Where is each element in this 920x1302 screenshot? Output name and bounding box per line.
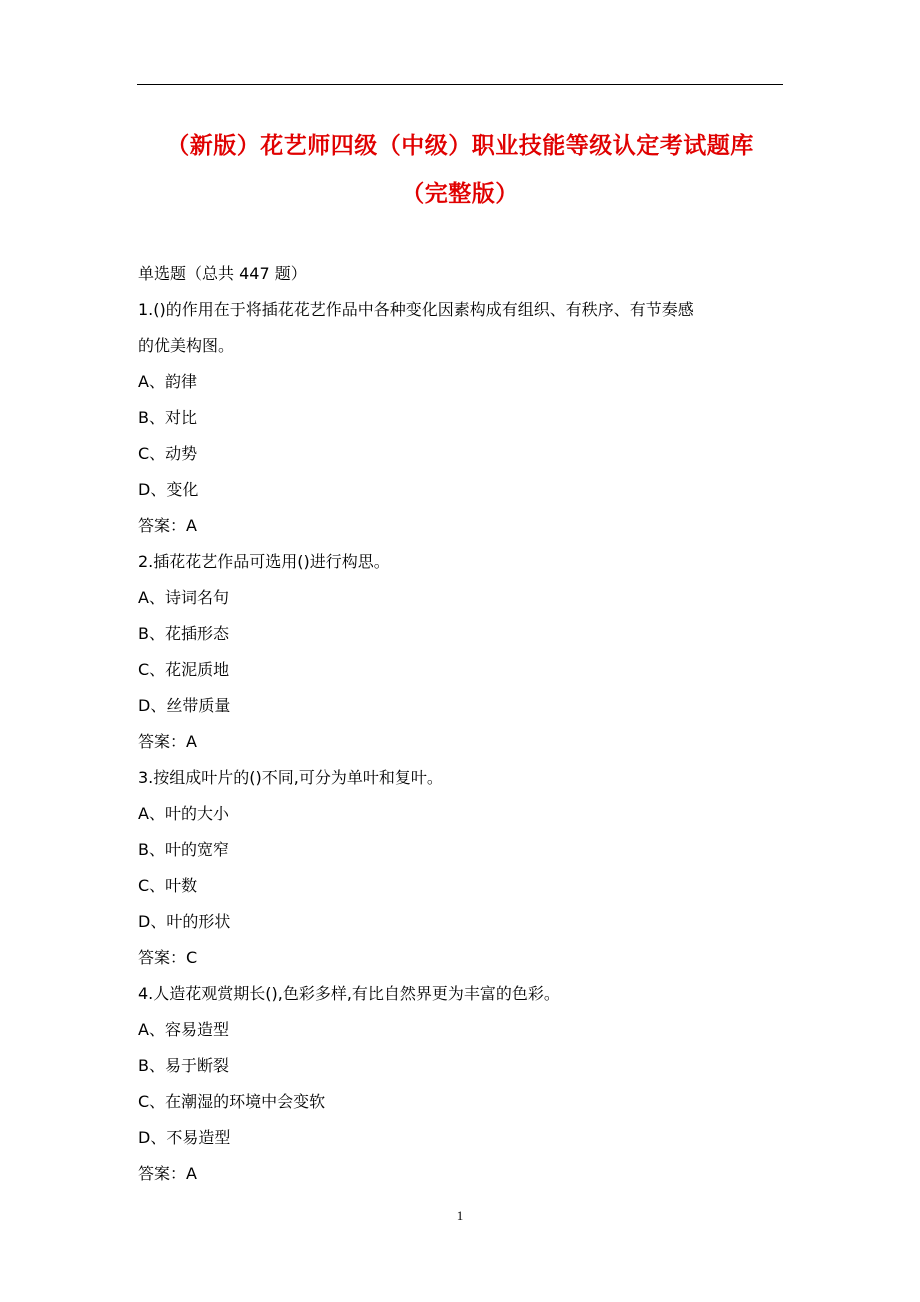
section-heading: 单选题（总共 447 题） [138, 264, 307, 283]
option-b: B、对比 [138, 408, 197, 427]
question-list [138, 256, 788, 1192]
option-b: B、花插形态 [138, 624, 229, 643]
header-rule [137, 84, 783, 85]
option-c: C、花泥质地 [138, 660, 230, 679]
option-d: D、不易造型 [138, 1128, 231, 1147]
option-c: C、在潮湿的环境中会变软 [138, 1092, 326, 1111]
question-stem: 3.按组成叶片的()不同,可分为单叶和复叶。 [138, 768, 443, 787]
page-number: 1 [456, 1208, 464, 1223]
option-b: B、叶的宽窄 [138, 840, 229, 859]
option-a: A、诗词名句 [138, 588, 229, 607]
option-a: A、容易造型 [138, 1020, 229, 1039]
option-d: D、变化 [138, 480, 199, 499]
option-a: A、韵律 [138, 372, 197, 391]
document-title: （新版）花艺师四级（中级）职业技能等级认定考试题库 [166, 133, 754, 159]
option-b: B、易于断裂 [138, 1056, 229, 1075]
document-subtitle: （完整版） [401, 181, 519, 207]
question-stem: 4.人造花观赏期长(),色彩多样,有比自然界更为丰富的色彩。 [138, 984, 560, 1003]
answer: 答案：A [138, 732, 197, 751]
answer: 答案：C [138, 948, 198, 967]
answer: 答案：A [138, 1164, 197, 1183]
question-stem: 2.插花花艺作品可选用()进行构思。 [138, 552, 390, 571]
option-d: D、叶的形状 [138, 912, 231, 931]
answer: 答案：A [138, 516, 197, 535]
option-c: C、动势 [138, 444, 198, 463]
option-d: D、丝带质量 [138, 696, 231, 715]
question-stem: 1.()的作用在于将插花花艺作品中各种变化因素构成有组织、有秩序、有节奏感 [138, 300, 694, 319]
option-c: C、叶数 [138, 876, 198, 895]
question-stem: 的优美构图。 [138, 336, 235, 355]
option-a: A、叶的大小 [138, 804, 229, 823]
